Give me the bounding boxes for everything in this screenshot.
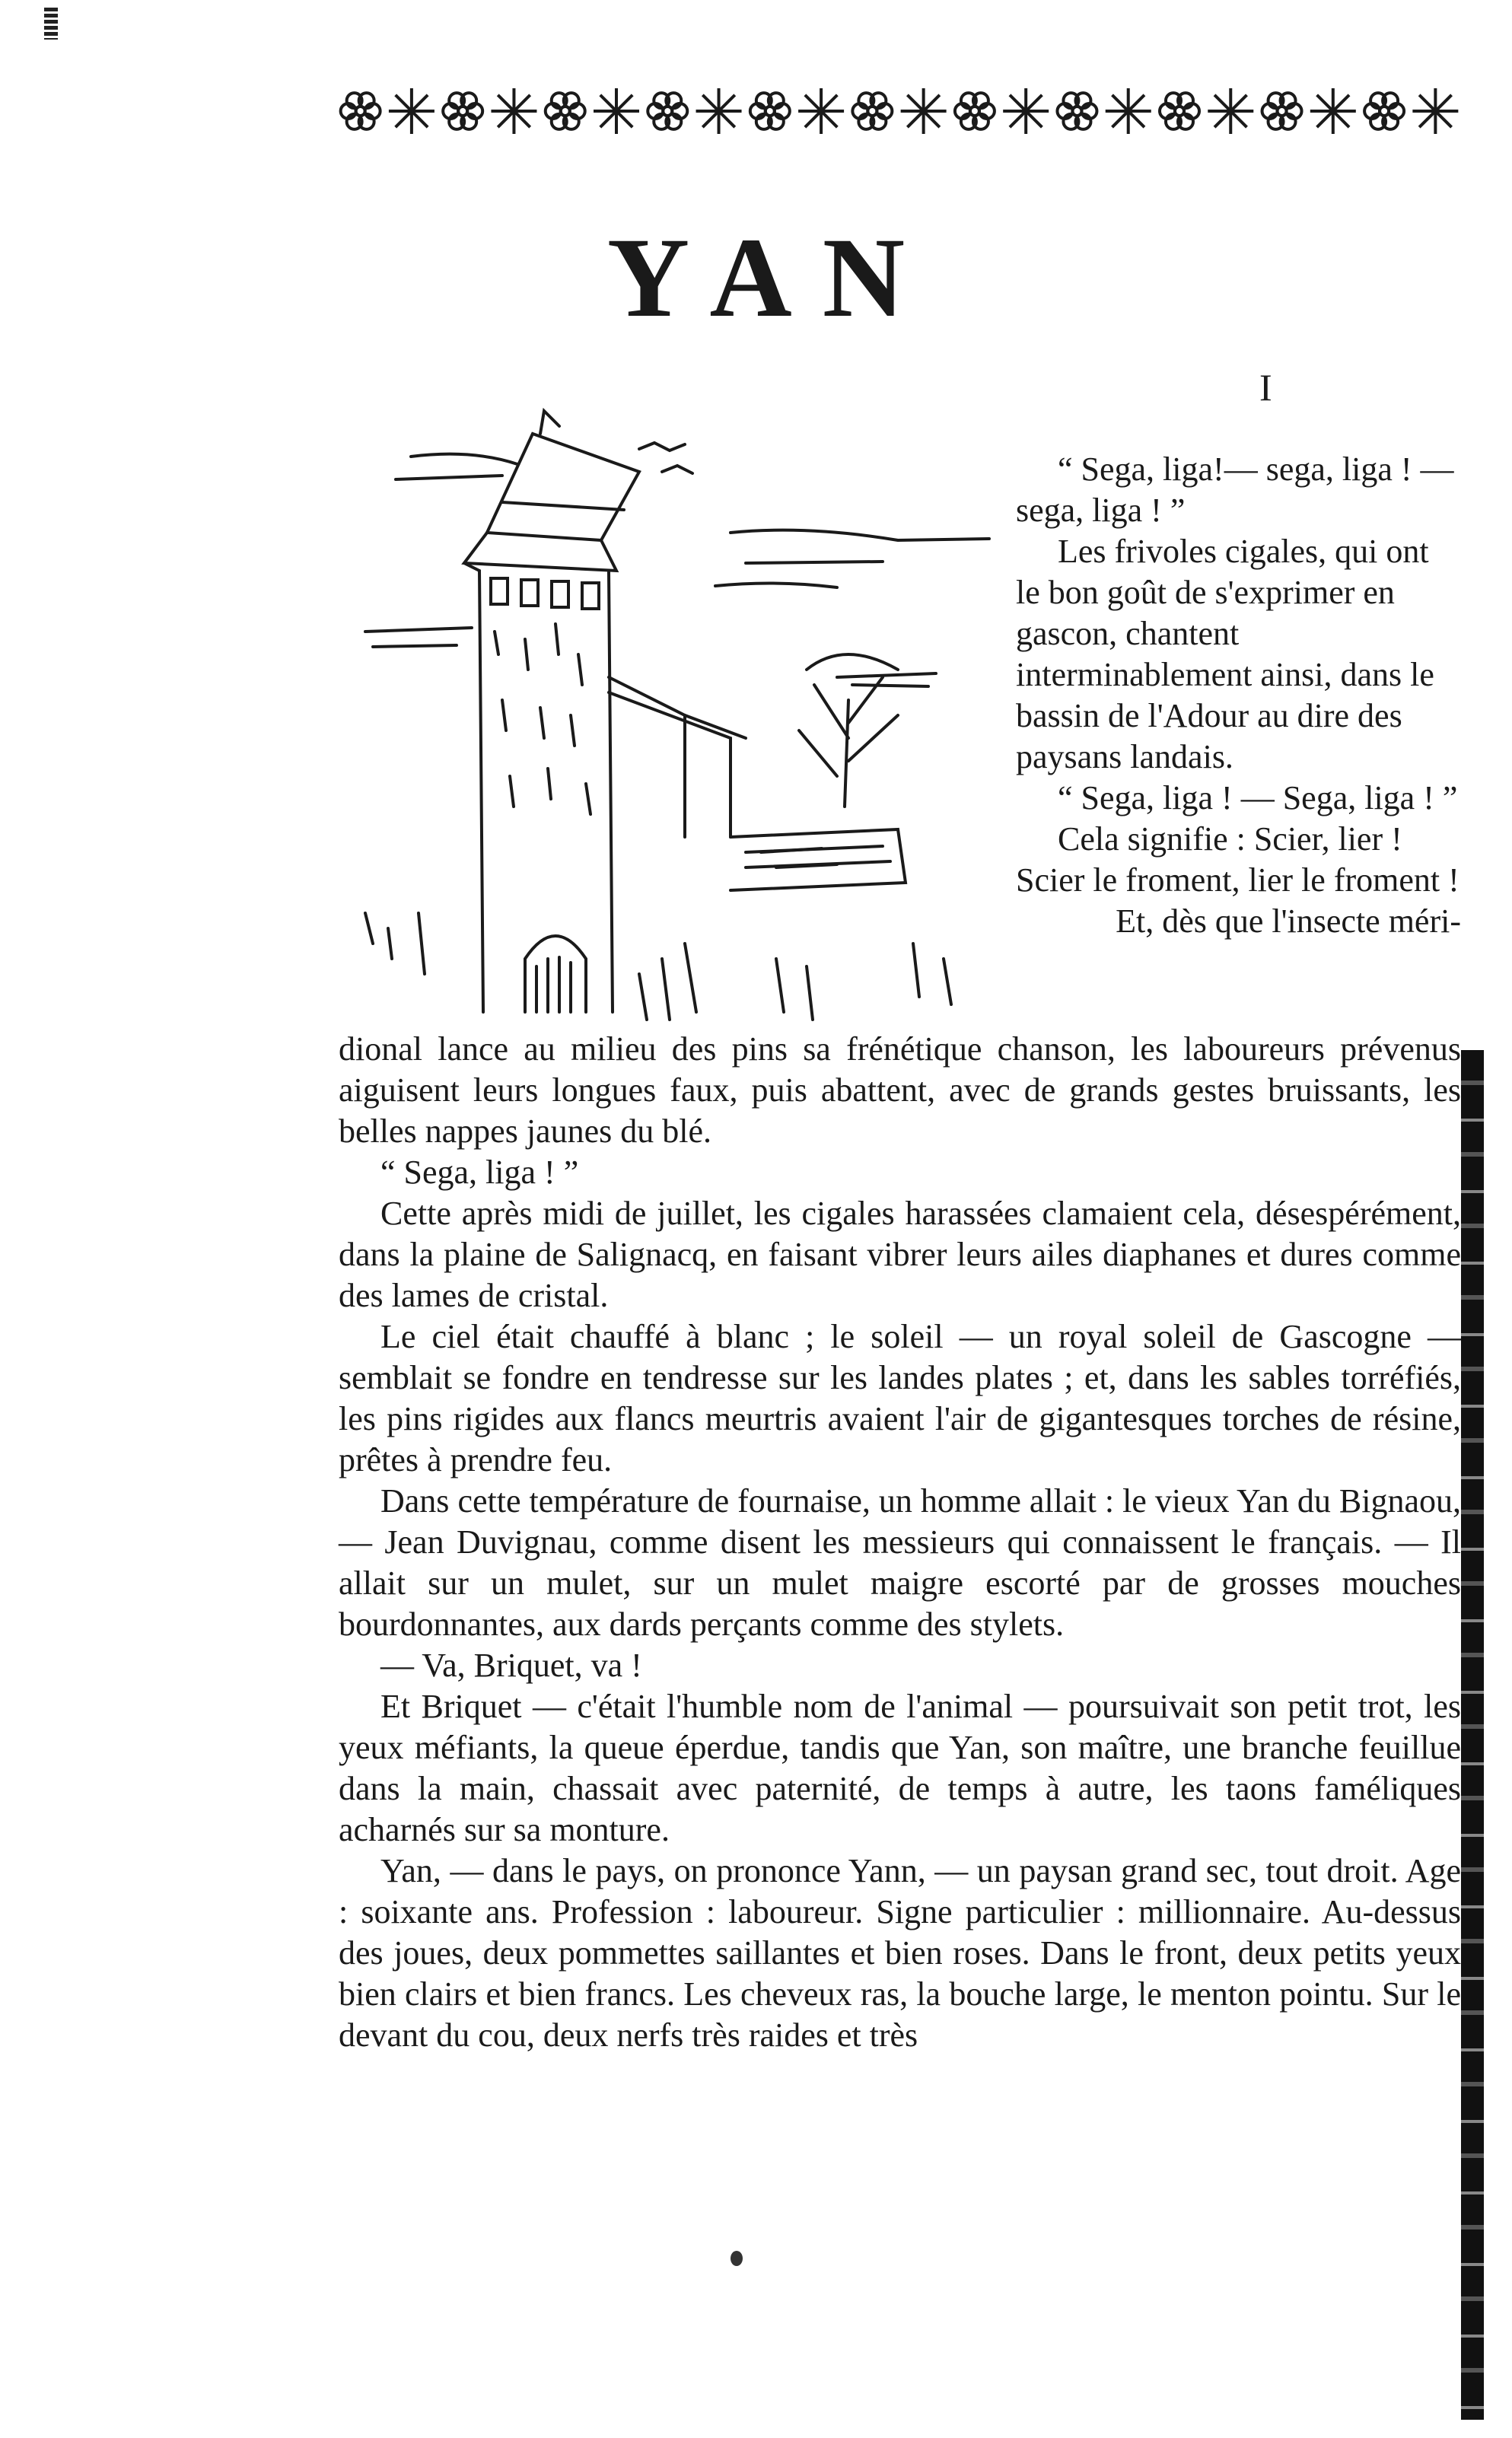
ornamental-header-band xyxy=(335,76,1461,146)
paragraph: dional lance au milieu des pins sa frénétique chanson, les laboureurs prévenus aiguisent leurs longues faux, puis abattent, avec de grands gestes bruissants, les belles nappes jaunes du blé. xyxy=(339,1030,1461,1150)
paragraph: Et, dès que l'insecte méri- xyxy=(1116,902,1461,940)
page-footer-mark xyxy=(731,2251,743,2266)
paragraph: Cette après midi de juillet, les cigales harassées clamaient cela, désespérément, dans la plaine de Salignacq, en faisant vibrer leurs ailes diaphanes et dures comme des lames de cristal. xyxy=(339,1195,1461,1314)
paragraph: Yan, — dans le pays, on prononce Yann, — un paysan grand sec, tout droit. Age : soixante ans. Profession : laboureur. Signe particulier : millionnaire. Au-dessus des joues, deux pommettes saillantes et bien roses. Dans le front, deux petits yeux bien clairs et bien francs. Les cheveux ras, la bouche large, le menton pointu. Sur le devant du cou, deux nerfs très raides et très xyxy=(339,1852,1461,2054)
chapter-title: YAN xyxy=(606,215,936,341)
paragraph: Le ciel était chauffé à blanc ; le soleil — un royal soleil de Gascogne — semblait se fondre en tendresse sur les landes plates ; et, dans les sables torréfiés, les pins rigides aux flancs meurtris avaient l'air de gigantesques torches de résine, prêtes à prendre feu. xyxy=(339,1318,1461,1478)
wrapped-text-column xyxy=(1016,449,1461,942)
paragraph: “ Sega, liga ! ” xyxy=(380,1154,579,1191)
paragraph: — Va, Briquet, va ! xyxy=(380,1647,642,1684)
paragraph: Les frivoles cigales, qui ont le bon goût de s'exprimer en gascon, chantent interminablement ainsi, dans le bassin de l'Adour au dire des paysans landais. xyxy=(1016,533,1434,775)
body-text xyxy=(339,1029,1461,2056)
paragraph: Dans cette température de fournaise, un homme allait : le vieux Yan du Bignaou, — Jean Duvignau, comme disent les messieurs qui connaissent le français. — Il allait sur un mulet, sur un mulet maigre escorté par de grosses mouches bourdonnantes, aux dards perçants comme des stylets. xyxy=(339,1482,1461,1643)
scan-corner-mark xyxy=(44,8,58,40)
paragraph: “ Sega, liga!— sega, liga ! — sega, liga ! ” xyxy=(1016,450,1454,529)
tower-illustration xyxy=(350,380,1020,1027)
scan-edge-shadow xyxy=(1461,1050,1484,2420)
paragraph: Cela signifie : Scier, lier ! Scier le froment, lier le froment ! xyxy=(1016,820,1459,899)
section-number: I xyxy=(1259,366,1272,409)
paragraph: Et Briquet — c'était l'humble nom de l'animal — poursuivait son petit trot, les yeux méfiants, la queue éperdue, tandis que Yan, son maître, une branche feuillue dans la main, chassait avec paternité, de temps à autre, les taons faméliques acharnés sur sa monture. xyxy=(339,1688,1461,1848)
paragraph: “ Sega, liga ! — Sega, liga ! ” xyxy=(1058,779,1458,816)
